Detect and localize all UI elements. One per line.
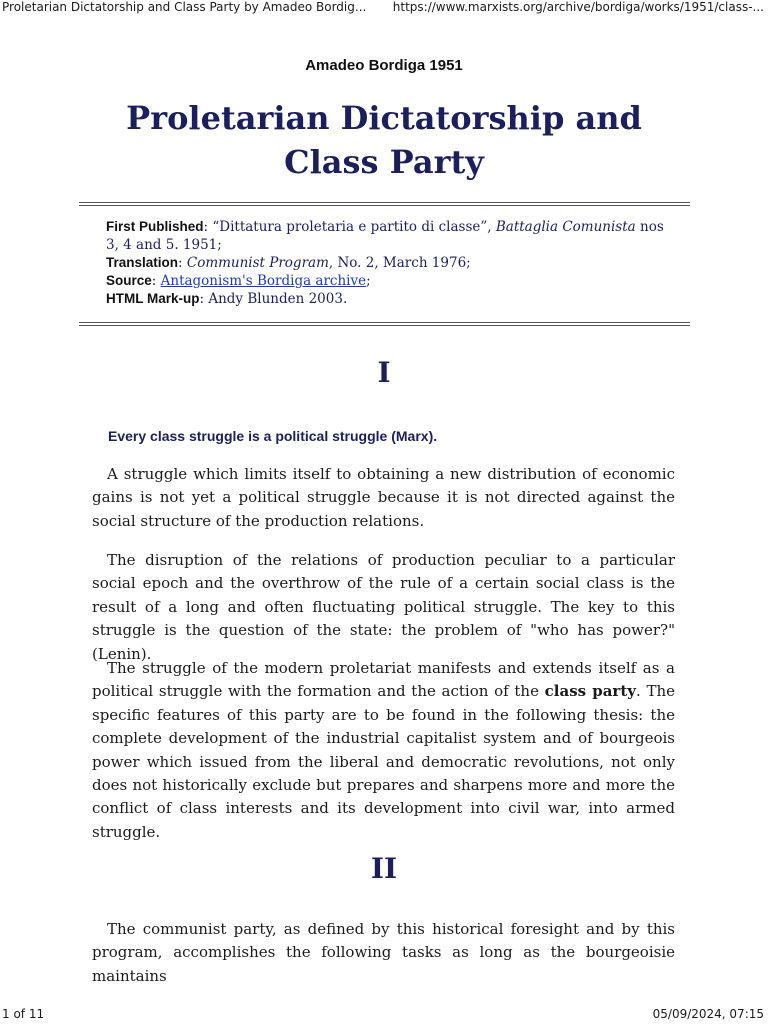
first-published-italic: Battaglia Comunista [495, 219, 636, 235]
paragraph-2: The disruption of the relations of production peculiar to a particular social epoch and the overthrow of the rule of a certain social class is the result of a long and often fluctuating political struggle. The key to this struggle is the question of the state: the problem of "who has power?" (Lenin). [92, 551, 675, 663]
translation-label: Translation [106, 255, 179, 270]
source-link[interactable]: Antagonism's Bordiga archive [160, 273, 367, 289]
divider-top [79, 202, 690, 206]
page-title: Proletarian Dictatorship and Class Party [126, 99, 642, 181]
section-heading-1: I [377, 356, 391, 389]
byline: Amadeo Bordiga 1951 [305, 57, 463, 74]
first-published-post: nos 3, 4 and 5. 1951; [106, 219, 664, 253]
section-lead: Every class struggle is a political struggle (Marx). [108, 428, 438, 444]
translation-row: Translation: Communist Program, No. 2, March 1976; [106, 255, 471, 271]
first-published-row: First Published: “Dittatura proletaria e partito di classe”, Battaglia Comunista nos 3, 4 and 5. 1951; [106, 219, 664, 253]
source-label: Source [106, 273, 152, 288]
paragraph-3 [92, 657, 675, 844]
print-page-title: Proletarian Dictatorship and Class Party by Amadeo Bordig... [2, 0, 367, 14]
first-published-pre: “Dittatura proletaria e partito di classe”, [212, 219, 496, 235]
source-row: Source: Antagonism's Bordiga archive; [106, 273, 371, 289]
print-datetime: 05/09/2024, 07:15 [652, 1007, 764, 1021]
first-published-label: First Published [106, 219, 204, 234]
paragraph-3-pre: The struggle of the modern proletariat manifests and extends itself as a political struggle with the formation and the action of the [92, 659, 675, 701]
page-count: 1 of 11 [2, 1007, 45, 1021]
markup-value: Andy Blunden 2003. [208, 291, 348, 307]
markup-label: HTML Mark-up [106, 291, 200, 306]
print-header [0, 0, 768, 16]
divider-bottom [79, 322, 690, 326]
paragraph-4: The communist party, as defined by this historical foresight and by this program, accomplishes the following tasks as long as the bourgeoisie maintains [92, 920, 675, 985]
publication-info [106, 218, 676, 308]
translation-post: , No. 2, March 1976; [328, 255, 471, 271]
translation-italic: Communist Program [186, 255, 329, 271]
section-heading-2: II [370, 852, 398, 885]
paragraph-3-post: . The specific features of this party are to be found in the following thesis: the complete development of the industrial capitalist system and of bourgeois power which issued from the liberal and democratic revolutions, not only does not historically exclude but prepares and sharpens more and more the conflict of class interests and its development into civil war, into armed struggle. [92, 682, 675, 841]
markup-row: HTML Mark-up: Andy Blunden 2003. [106, 291, 348, 307]
print-url: https://www.marxists.org/archive/bordiga/works/1951/class-... [392, 0, 764, 14]
print-footer [0, 1007, 768, 1023]
paragraph-3-bold: class party [544, 682, 636, 701]
paragraph-1: A struggle which limits itself to obtaining a new distribution of economic gains is not yet a political struggle because it is not directed against the social structure of the production relations. [92, 465, 675, 530]
source-post: ; [366, 273, 371, 289]
